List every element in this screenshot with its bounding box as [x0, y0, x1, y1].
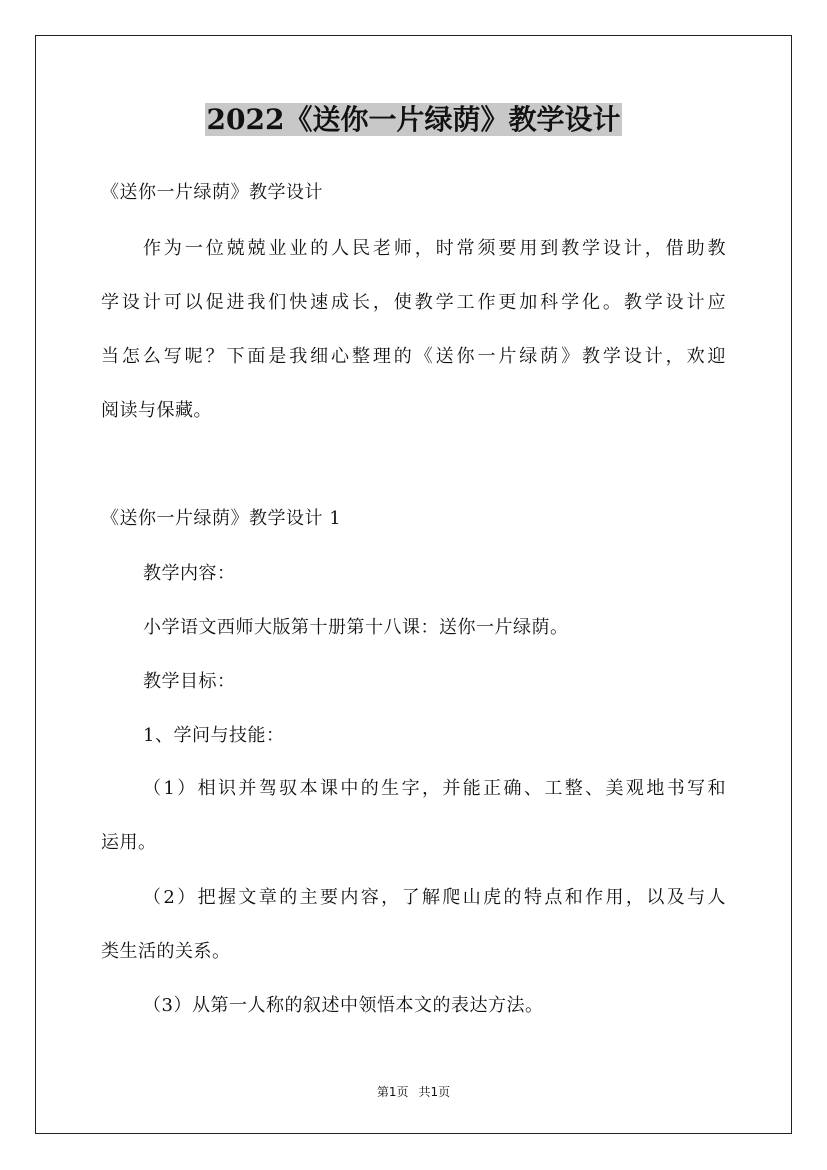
intro-line-1: 作为一位兢兢业业的人民老师，时常须要用到教学设计，借助教	[143, 238, 726, 259]
goal-1-item-3: （3）从第一人称的叙述中领悟本文的表达方法。	[143, 995, 544, 1016]
goal-1-item-2-line-2: 类生活的关系。	[101, 941, 231, 962]
goal-1-item-1-line-2: 运用。	[101, 832, 157, 853]
goal-1-item-2-line-1: （2）把握文章的主要内容，了解爬山虎的特点和作用，以及与人	[143, 887, 726, 908]
page-total: 共1页	[418, 1085, 451, 1099]
page-footer	[0, 1084, 827, 1100]
goal-1-heading: 1、学问与技能：	[143, 725, 285, 746]
goal-label: 教学目标：	[143, 671, 236, 692]
intro-line-4: 阅读与保藏。	[101, 400, 212, 421]
content-label: 教学内容：	[143, 563, 236, 584]
intro-line-2: 学设计可以促进我们快速成长，使教学工作更加科学化。教学设计应	[101, 292, 726, 313]
content-text: 小学语文西师大版第十册第十八课：送你一片绿荫。	[143, 617, 569, 638]
document-title	[0, 97, 827, 143]
page-number: 第1页	[376, 1085, 409, 1099]
document-subtitle: 《送你一片绿荫》教学设计	[101, 182, 323, 203]
document-title-text: 2022《送你一片绿荫》教学设计	[206, 103, 621, 136]
section-heading: 《送你一片绿荫》教学设计 1	[101, 508, 342, 529]
intro-line-3: 当怎么写呢？下面是我细心整理的《送你一片绿荫》教学设计，欢迎	[101, 346, 726, 367]
goal-1-item-1-line-1: （1）相识并驾驭本课中的生字，并能正确、工整、美观地书写和	[143, 778, 726, 799]
